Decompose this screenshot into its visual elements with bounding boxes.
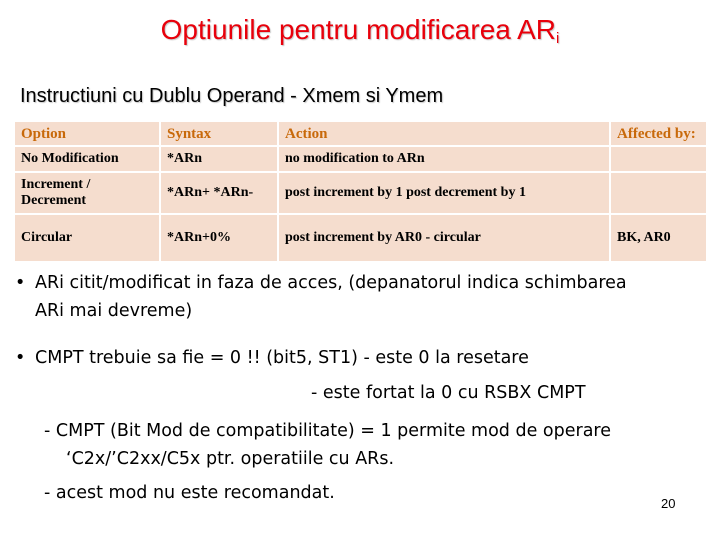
table-cell-option: Circular [15, 215, 161, 261]
bullet-text-line: ARi citit/modificat in faza de acces, (depanatorul indica schimbarea [35, 273, 627, 293]
table-header-row [15, 122, 706, 147]
table-cell-action: post increment by AR0 - circular [279, 215, 611, 261]
title-main: Optiunile pentru modificarea AR [160, 14, 556, 45]
slide-title [0, 14, 720, 47]
page-number: 20 [661, 496, 676, 511]
dash-item-line: ‘C2x/’C2xx/C5x ptr. operatiile cu ARs. [66, 449, 395, 469]
title-subscript: i [555, 30, 560, 47]
dash-item-line: - CMPT (Bit Mod de compatibilitate) = 1 permite mod de operare [44, 421, 611, 441]
table-row [15, 173, 706, 216]
table-cell-action: no modification to ARn [279, 147, 611, 172]
table-cell-syntax: *ARn [161, 147, 279, 172]
slide-subtitle: Instructiuni cu Dublu Operand - Xmem si Ymem [20, 85, 444, 107]
table-cell-syntax: *ARn+ *ARn- [161, 173, 279, 216]
header-syntax: Syntax [161, 122, 279, 147]
bullet-text-line: - este fortat la 0 cu RSBX CMPT [311, 383, 586, 403]
bullet-dot: • [15, 348, 26, 368]
bullet-dot: • [15, 273, 26, 293]
table-cell-action: post increment by 1 post decrement by 1 [279, 173, 611, 216]
bullet-text-line: ARi mai devreme) [35, 301, 193, 321]
table-cell-option: No Modification [15, 147, 161, 172]
table-cell-syntax: *ARn+0% [161, 215, 279, 261]
dash-item-line: - acest mod nu este recomandat. [44, 483, 335, 503]
table-row [15, 215, 706, 261]
table-cell-affected-by [611, 173, 706, 216]
table-cell-affected-by [611, 147, 706, 172]
table-cell-option: Increment / Decrement [15, 173, 161, 216]
header-affected-by: Affected by: [611, 122, 706, 147]
header-option: Option [15, 122, 161, 147]
table-cell-affected-by: BK, AR0 [617, 230, 671, 246]
addressing-options-table [15, 122, 706, 261]
table-row [15, 147, 706, 172]
bullet-text-line: CMPT trebuie sa fie = 0 !! (bit5, ST1) - este 0 la resetare [35, 348, 529, 368]
header-action: Action [279, 122, 611, 147]
